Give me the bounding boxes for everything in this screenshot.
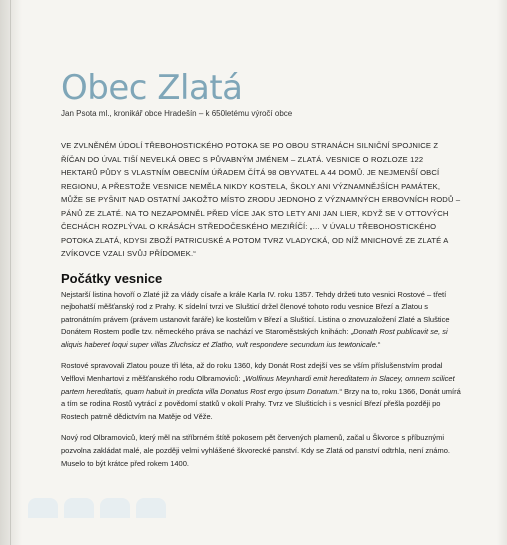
paragraph-1 — [61, 289, 461, 352]
latin-quote: Donath Rost publicavit se, si aliquis haberet loqui super villas Zluchsicz et Zlatho, vult respondere secundum ius tewtonicale. — [61, 327, 448, 349]
decor-shape — [136, 498, 166, 518]
article-author: Jan Psota ml., kronikář obce Hradešín – k 650letému výročí obce — [61, 109, 293, 118]
gutter-line — [10, 0, 11, 545]
paragraph-text: Rostové spravovali Zlatou pouze tři léta, až do roku 1360, kdy Donát Rost zdejší ves se vším příslušenstvím prodal Velflovi Menhartovi z měšťanského rodu Olbramoviců: „ — [61, 361, 443, 384]
quote-end: “ — [377, 339, 381, 349]
article — [61, 70, 461, 479]
paragraph-2 — [61, 360, 461, 423]
latin-quote: Wolfinus Meynhardi emit hereditatem in Slacey, omnem scilicet partem hereditatis, quam habuit in predicta villa Donatus Rost ergo ipsum Donatum. — [61, 374, 455, 396]
paragraph-text: Nejstarší listina hovoří o Zlaté již za vlády císaře a krále Karla IV. roku 1357. Tehdy držeti tuto vesnici Rostové – třetí nejbohatší měšťanský rod z Prahy. K sídelní tvrzi ve Slušticí držel členové tohoto rodu vesnice Březí a Zlatou s patronátním právem (právem ustanovit faráře) ke kostelům v Březí a Slušticí. Listina o znovuzaložení Zlaté a Sluštice Donátem Rostem podle tzv. německého práva se nachází ve Staroměstských knihách: „ — [61, 289, 450, 337]
article-title: Obec Zlatá — [61, 68, 243, 108]
decor-shape — [64, 498, 94, 518]
paragraph-3: Nový rod Olbramoviců, který měl na stříbrném štítě pokosem pět červených plamenů, začal u Škvorce s příbuznými pozvolna zakládat malé, ale později velmi vyhlášené škvorecké panství. Kdy se Zlatá od panství odtrhla, není známo. Muselo to být krátce před rokem 1400. — [61, 433, 450, 468]
paragraph-text: “ Brzy na to, roku 1366, Donát umírá a tím se rodina Rostů vytrácí z povědomí statků v okolí Prahy. Tvrz ve Slušticích i s vesnicí Březí přešla později po Rostech patrně dědictvím na Matěje od Věže. — [61, 386, 461, 421]
intro-paragraph: VE ZVLNĚNÉM ÚDOLÍ TŘEBOHOSTICKÉHO POTOKA SE PO OBOU STRANÁCH SILNIČNÍ SPOJNICE Z ŘÍČAN DO ÚVAL TIŠÍ NEVELKÁ OBEC S PŮVABNÝM JMÉNEM – ZLATÁ. VESNICE O ROZLOZE 122 HEKTARŮ PŮDY S VLASTNÍM OBECNÍM ÚŘADEM ČÍTÁ 98 OBYVATEL A 44 DOMŮ. JE NEJMENŠÍ OBCÍ REGIONU, A PŘESTOŽE VESNICE NEMĚLA NIKDY KOSTELA, ŠKOLY ANI VÝZNAMNĚJŠÍCH PAMÁTEK, MŮŽE SE PYŠNIT NAD OSTATNÍ JAKOŽTO MÍSTO ZRODU JEDNOHO Z VÝZNAMNÝCH ERBOVNÍCH RODŮ – PÁNŮ ZE ZLATÉ. NA TO NEZAPOMNĚL PŘED VÍCE JAK STO LETY ANI JAN LIER, KDYŽ SE V OTTOVÝCH ČECHÁCH ROZPLÝVAL O KRÁSÁCH STŘEDOČESKÉHO MEZIŘÍČÍ: „… V ÚVALU TŘEBOHOSTICKÉHO POTOKA ZLATÁ, KDYSI ZBOŽÍ PATRICUSKÉ A POTOM TVRZ VLADYCKÁ, OD NÍŽ MNICHOVÉ ZE ZLATÉ A ZVÍKOVCE VZALI SVŮJ PŘÍDOMEK.“ — [61, 141, 461, 258]
page-gutter-shadow — [0, 0, 22, 545]
page-right-edge — [497, 0, 507, 545]
decor-shape — [100, 498, 130, 518]
decorative-shapes — [28, 498, 178, 518]
decor-shape — [28, 498, 58, 518]
section-title: Počátky vesnice — [61, 270, 163, 286]
